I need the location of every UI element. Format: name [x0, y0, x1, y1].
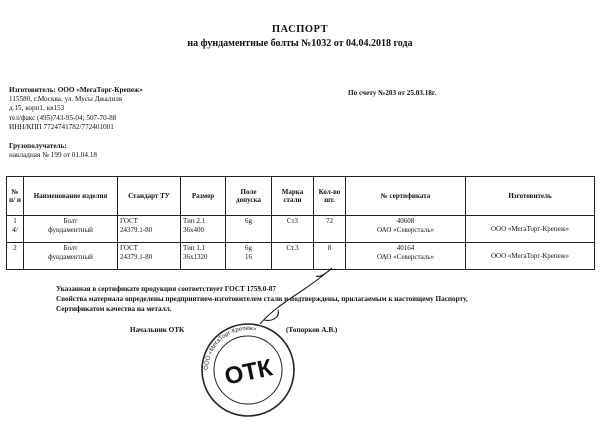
- cell-name: [24, 216, 118, 243]
- stamp-ring-text: ООО «МегаТорг-Крепеж»: [203, 325, 257, 371]
- standard-line1: ГОСТ: [120, 217, 138, 225]
- standard-line2: 24379.1-80: [120, 253, 153, 261]
- cell-standard: [118, 243, 181, 270]
- specification-table: [6, 176, 595, 270]
- consignee-label: Грузополучатель:: [9, 142, 67, 150]
- col-header-num: № п/ п: [7, 177, 24, 216]
- document-subtitle: на фундаментные болты №1032 от 04.04.2018 года: [187, 38, 413, 49]
- cell-certificate: [346, 216, 466, 243]
- document-title: ПАСПОРТ: [271, 24, 329, 35]
- manufacturer-line: [9, 86, 143, 95]
- size-line1: Тип 1.1: [183, 244, 206, 252]
- cell-size: [181, 243, 226, 270]
- handwritten-mark: 4/: [12, 226, 18, 234]
- statement-line2: Свойства материала определены предприятием-изготовителем стали и подтверждены, прилагаемым к настоящему Паспорту,: [56, 295, 468, 303]
- signature-role: Начальник ОТК: [130, 326, 185, 334]
- col-header-tolerance: Поле допуска: [226, 177, 272, 216]
- size-line2: 36х400: [183, 226, 204, 234]
- consignee-waybill: накладная № 199 от 01.04.18: [9, 151, 97, 159]
- certificate-number: 40164: [396, 244, 415, 252]
- stamp-center-text: ОТК: [222, 354, 275, 391]
- invoice-reference: По счету №203 от 25.03.18г.: [348, 89, 437, 97]
- manufacturer-name: ООО «МегаТорг-Крепеж»: [57, 86, 143, 94]
- cell-qty: 8: [314, 243, 346, 270]
- cell-certificate: [346, 243, 466, 270]
- cell-standard: [118, 216, 181, 243]
- item-name-line1: Болт: [63, 217, 78, 225]
- table-header-row: [7, 177, 595, 216]
- cell-size: [181, 216, 226, 243]
- cell-maker: [466, 243, 595, 270]
- item-name-line2: фундаментный: [48, 226, 93, 234]
- statement-line1: Указанная в сертификате продукция соответствует ГОСТ 1759.0-87: [56, 285, 276, 293]
- manufacturer-inn: ИНН/КПП 7724741782/772401001: [9, 123, 114, 131]
- col-header-standard: Стандарт ТУ: [118, 177, 181, 216]
- statement-line3: Сертификатом качества на металл.: [56, 305, 172, 313]
- table-row: [7, 216, 595, 243]
- maker-name: ООО «МегаТорг-Крепеж»: [490, 251, 570, 260]
- cell-num: [7, 243, 24, 270]
- col-header-qty: Кол-во шт.: [314, 177, 346, 216]
- tolerance-extra: 16: [245, 253, 252, 261]
- col-header-size: Размер: [181, 177, 226, 216]
- cell-steel: Ст3: [272, 216, 314, 243]
- cell-maker: [466, 216, 595, 243]
- standard-line2: 24379.1-80: [120, 226, 153, 234]
- manufacturer-label: Изготовитель:: [9, 86, 56, 94]
- otk-stamp: [198, 320, 298, 420]
- maker-name: ООО «МегаТорг-Крепеж»: [490, 224, 570, 233]
- item-name-line2: фундаментный: [48, 253, 93, 261]
- manufacturer-address2: д.15, корп1, кв153: [9, 104, 65, 112]
- standard-line1: ГОСТ: [120, 244, 138, 252]
- row-number: 1: [13, 217, 17, 225]
- col-header-certificate: № сертификата: [346, 177, 466, 216]
- col-header-steel: Марка стали: [272, 177, 314, 216]
- cell-tolerance: [226, 216, 272, 243]
- tolerance-value: 6g: [245, 217, 252, 225]
- certificate-issuer: ОАО «Северсталь»: [376, 226, 435, 234]
- row-number: 2: [13, 244, 17, 252]
- col-header-maker: Изготовитель: [466, 177, 595, 216]
- cell-qty: 72: [314, 216, 346, 243]
- cell-steel: Ст.3: [272, 243, 314, 270]
- certificate-number: 40608: [396, 217, 415, 225]
- col-header-name: Наименование изделия: [24, 177, 118, 216]
- cell-num: [7, 216, 24, 243]
- tolerance-value: 6g: [245, 244, 252, 252]
- size-line2: 36х1320: [183, 253, 208, 261]
- item-name-line1: Болт: [63, 244, 78, 252]
- cell-name: [24, 243, 118, 270]
- signature-name: (Топорков А.В.): [286, 326, 338, 334]
- size-line1: Тип 2.1: [183, 217, 206, 225]
- manufacturer-address1: 115580, г.Москва, ул. Мусы Джалиля: [9, 95, 123, 103]
- manufacturer-phone: тел/факс (495)743-95-04; 507-70-88: [9, 114, 117, 122]
- certificate-issuer: ОАО «Северсталь»: [376, 253, 435, 261]
